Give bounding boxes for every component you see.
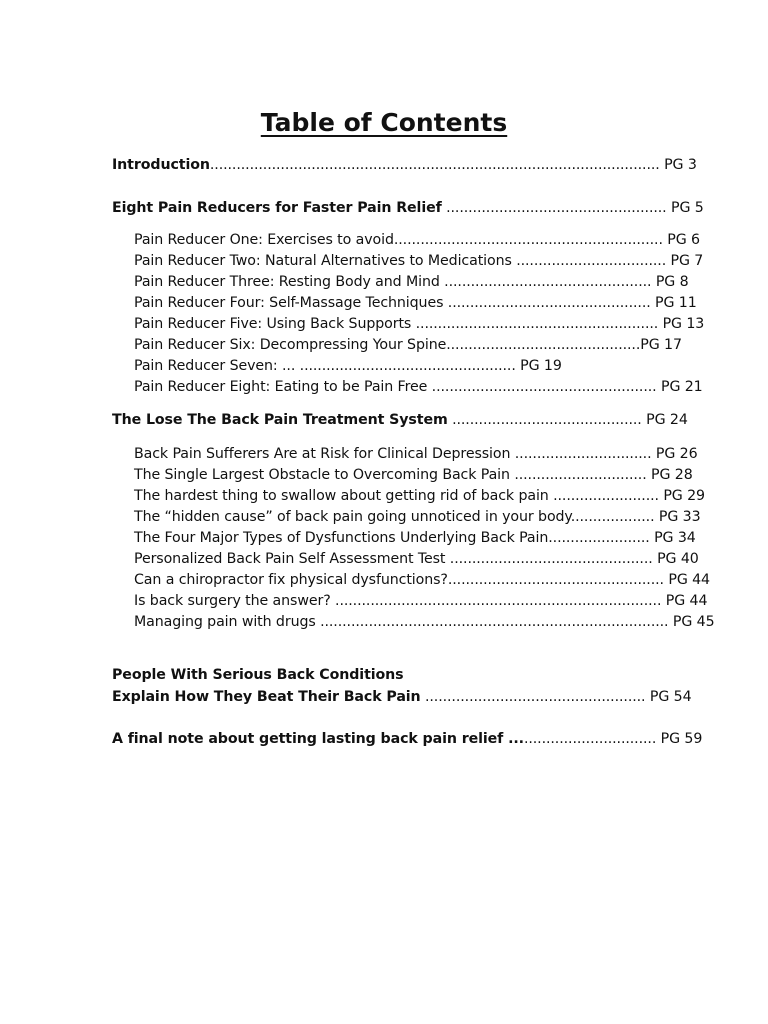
entry-label: Eight Pain Reducers for Faster Pain Relief <box>112 200 442 216</box>
toc-title: Table of Contents <box>260 108 508 137</box>
toc-entry <box>134 486 705 506</box>
entry-page: PG 8 <box>651 274 689 290</box>
entry-label: Pain Reducer Six: Decompressing Your Spine <box>134 337 447 353</box>
toc-entry <box>134 528 696 548</box>
entry-label: Pain Reducer Seven: ... <box>134 358 296 374</box>
toc-entry <box>134 314 705 334</box>
entry-leader: ....................................................... <box>411 316 659 332</box>
entry-page: PG 17 <box>640 337 682 353</box>
entry-label: Managing pain with drugs <box>134 614 316 630</box>
entry-page: PG 24 <box>641 412 688 428</box>
entry-page: PG 33 <box>654 509 701 525</box>
entry-page: PG 59 <box>656 731 703 747</box>
toc-entry <box>112 198 704 218</box>
toc-entry <box>112 665 667 685</box>
toc-entry <box>134 591 708 611</box>
entry-page: PG 6 <box>662 232 700 248</box>
entry-label: Personalized Back Pain Self Assessment Test <box>134 551 446 567</box>
entry-label: Is back surgery the answer? <box>134 593 331 609</box>
entry-label: Back Pain Sufferers Are at Risk for Clinical Depression <box>134 446 511 462</box>
toc-entry <box>134 230 700 250</box>
entry-leader: ................................................. <box>447 572 664 588</box>
entry-page: PG 13 <box>658 316 705 332</box>
entry-leader: .......................................................................... <box>330 593 662 609</box>
toc-entry <box>134 507 701 527</box>
entry-leader: ........................................... <box>447 412 642 428</box>
entry-page: PG 44 <box>661 593 708 609</box>
entry-page: PG 3 <box>659 157 697 173</box>
entry-leader: ................................................... <box>427 379 657 395</box>
entry-leader: ............................................ <box>446 337 641 353</box>
entry-label: Pain Reducer Five: Using Back Supports <box>134 316 412 332</box>
entry-leader: ................... <box>570 509 655 525</box>
entry-label: Introduction <box>112 157 210 173</box>
entry-leader: ............................................................................... <box>315 614 669 630</box>
entry-page: PG 40 <box>652 551 699 567</box>
entry-label: Can a chiropractor fix physical dysfunctions? <box>134 572 448 588</box>
entry-leader: ............................................... <box>439 274 652 290</box>
entry-leader: .............................................. <box>445 551 653 567</box>
toc-entry <box>134 612 715 632</box>
toc-entry <box>112 687 692 707</box>
entry-page: PG 11 <box>650 295 697 311</box>
entry-label: Pain Reducer Three: Resting Body and Mind <box>134 274 440 290</box>
entry-label: Pain Reducer Two: Natural Alternatives to Medications <box>134 253 512 269</box>
entry-page: PG 34 <box>649 530 696 546</box>
entry-page: PG 19 <box>515 358 562 374</box>
entry-label: Pain Reducer Four: Self-Massage Techniques <box>134 295 444 311</box>
entry-leader: .................................................. <box>441 200 667 216</box>
entry-page: PG 5 <box>666 200 704 216</box>
toc-entry <box>134 444 698 464</box>
entry-page: PG 21 <box>656 379 703 395</box>
entry-page: PG 28 <box>646 467 693 483</box>
toc-entry <box>112 410 688 430</box>
entry-leader: ............................... <box>510 446 652 462</box>
entry-leader: ...................................................................................................... <box>209 157 660 173</box>
toc-entry <box>134 293 697 313</box>
entry-page: PG 29 <box>658 488 705 504</box>
toc-entry <box>134 377 703 397</box>
entry-page: PG 26 <box>651 446 698 462</box>
entry-label: A final note about getting lasting back pain relief ... <box>112 731 524 747</box>
entry-label: Pain Reducer Eight: Eating to be Pain Free <box>134 379 428 395</box>
entry-label: The “hidden cause” of back pain going unnoticed in your body <box>134 509 571 525</box>
toc-entry <box>112 155 697 175</box>
entry-label: The Lose The Back Pain Treatment System <box>112 412 448 428</box>
entry-leader: .................................. <box>511 253 667 269</box>
entry-label: Pain Reducer One: Exercises to avoid <box>134 232 394 248</box>
entry-leader: ............................................................. <box>393 232 663 248</box>
entry-page: PG 44 <box>663 572 710 588</box>
toc-entry <box>134 335 682 355</box>
entry-leader: .............................. <box>509 467 647 483</box>
entry-leader: .............................................. <box>443 295 651 311</box>
entry-leader: ................................................. <box>295 358 516 374</box>
entry-page: PG 7 <box>666 253 704 269</box>
entry-leader: .............................. <box>523 731 657 747</box>
entry-page: PG 54 <box>645 689 692 705</box>
toc-entry <box>134 549 699 569</box>
toc-entry <box>134 570 710 590</box>
toc-entry <box>134 251 704 271</box>
entry-label: The hardest thing to swallow about getting rid of back pain <box>134 488 549 504</box>
toc-entry <box>134 272 689 292</box>
toc-entry <box>112 729 703 749</box>
entry-label: The Single Largest Obstacle to Overcoming Back Pain <box>134 467 510 483</box>
entry-label: People With Serious Back Conditions <box>112 667 404 683</box>
entry-label: The Four Major Types of Dysfunctions Underlying Back Pain <box>134 530 549 546</box>
entry-leader: ....................... <box>548 530 650 546</box>
entry-label: Explain How They Beat Their Back Pain <box>112 689 421 705</box>
entry-leader: .................................................. <box>420 689 646 705</box>
entry-page: PG 45 <box>668 614 715 630</box>
entry-leader: ........................ <box>548 488 659 504</box>
toc-entry <box>134 465 693 485</box>
toc-entry <box>134 356 679 376</box>
